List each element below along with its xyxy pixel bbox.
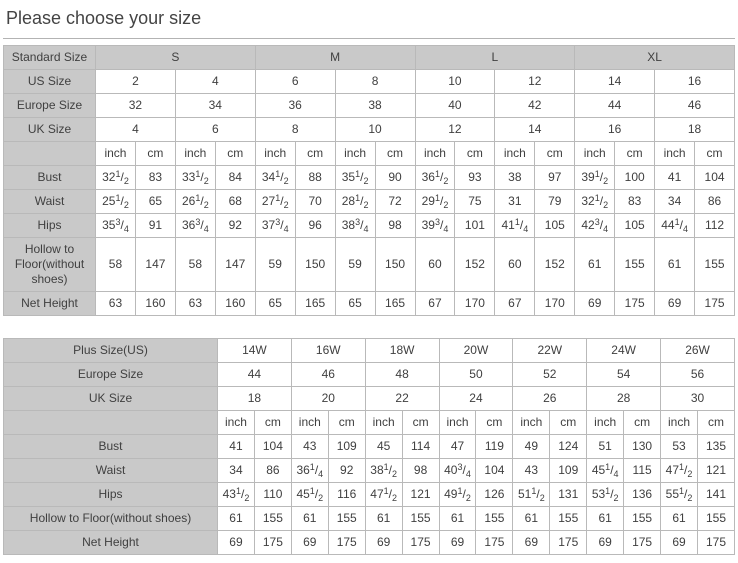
value-cell: 109 [550, 459, 587, 483]
value-cell: $40^3/_4$ [439, 459, 476, 483]
value-cell: 67 [495, 292, 535, 316]
value-cell: 175 [615, 292, 655, 316]
value-cell: 150 [295, 238, 335, 292]
unit-cell: inch [415, 142, 455, 166]
unit-cell: inch [513, 411, 550, 435]
value-cell: 59 [335, 238, 375, 292]
table-row [4, 387, 735, 411]
value-cell: 175 [550, 531, 587, 555]
value-cell: 69 [365, 531, 402, 555]
unit-cell: cm [328, 411, 365, 435]
value-cell: 104 [254, 435, 291, 459]
value-cell: $32^1/_2$ [575, 190, 615, 214]
value-cell: 42 [495, 94, 575, 118]
value-cell: 38 [335, 94, 415, 118]
value-cell: 175 [402, 531, 439, 555]
value-cell: 8 [335, 70, 415, 94]
value-cell: 175 [254, 531, 291, 555]
value-cell: 60 [415, 238, 455, 292]
value-cell: 115 [624, 459, 661, 483]
value-cell: 175 [695, 292, 735, 316]
value-cell: 150 [375, 238, 415, 292]
value-cell: 155 [476, 507, 513, 531]
unit-cell: inch [175, 142, 215, 166]
unit-cell: inch [587, 411, 624, 435]
value-cell: 91 [135, 214, 175, 238]
value-cell: 61 [655, 238, 695, 292]
value-cell: 86 [695, 190, 735, 214]
size-group-cell: L [415, 46, 575, 70]
unit-cell: cm [695, 142, 735, 166]
value-cell: 136 [624, 483, 661, 507]
unit-cell: cm [455, 142, 495, 166]
value-cell: 18W [365, 339, 439, 363]
value-cell: $55^1/_2$ [661, 483, 698, 507]
value-cell: 18 [655, 118, 735, 142]
value-cell: $33^1/_2$ [175, 166, 215, 190]
size-group-cell: M [255, 46, 415, 70]
value-cell: 45 [365, 435, 402, 459]
unit-cell: inch [96, 142, 136, 166]
value-cell: 22 [365, 387, 439, 411]
value-cell: 126 [476, 483, 513, 507]
value-cell: 105 [535, 214, 575, 238]
value-cell: 10 [415, 70, 495, 94]
value-cell: 165 [375, 292, 415, 316]
value-cell: $28^1/_2$ [335, 190, 375, 214]
unit-cell: cm [402, 411, 439, 435]
value-cell: 61 [439, 507, 476, 531]
unit-cell: inch [495, 142, 535, 166]
value-cell: 56 [661, 363, 735, 387]
unit-cell: inch [365, 411, 402, 435]
value-cell: 26 [513, 387, 587, 411]
value-cell: 104 [695, 166, 735, 190]
value-cell: 155 [624, 507, 661, 531]
value-cell: $39^3/_4$ [415, 214, 455, 238]
value-cell: $35^3/_4$ [96, 214, 136, 238]
value-cell: 14 [495, 118, 575, 142]
row-label-cell [4, 411, 218, 435]
value-cell: 47 [439, 435, 476, 459]
value-cell: 8 [255, 118, 335, 142]
value-cell: 6 [175, 118, 255, 142]
value-cell: $36^1/_2$ [415, 166, 455, 190]
value-cell: 110 [254, 483, 291, 507]
value-cell: 69 [655, 292, 695, 316]
value-cell: 170 [535, 292, 575, 316]
value-cell: 69 [439, 531, 476, 555]
value-cell: 175 [697, 531, 734, 555]
value-cell: $38^1/_2$ [365, 459, 402, 483]
unit-cell: cm [624, 411, 661, 435]
value-cell: 26W [661, 339, 735, 363]
value-cell: 52 [513, 363, 587, 387]
value-cell: 67 [415, 292, 455, 316]
value-cell: 50 [439, 363, 513, 387]
unit-cell: inch [439, 411, 476, 435]
value-cell: 114 [402, 435, 439, 459]
row-label-cell: Hollow to Floor(without shoes) [4, 507, 218, 531]
unit-cell: cm [550, 411, 587, 435]
unit-cell: inch [661, 411, 698, 435]
value-cell: 170 [455, 292, 495, 316]
value-cell: 41 [218, 435, 255, 459]
value-cell: 93 [455, 166, 495, 190]
value-cell: 65 [255, 292, 295, 316]
value-cell: $36^1/_4$ [291, 459, 328, 483]
table-row [4, 46, 735, 70]
value-cell: 46 [655, 94, 735, 118]
value-cell: 69 [587, 531, 624, 555]
value-cell: 61 [218, 507, 255, 531]
value-cell: 46 [291, 363, 365, 387]
row-label-cell: Hollow to Floor(without shoes) [4, 238, 96, 292]
value-cell: 175 [476, 531, 513, 555]
table-row [4, 238, 735, 292]
value-cell: 61 [575, 238, 615, 292]
unit-cell: cm [254, 411, 291, 435]
unit-cell: cm [615, 142, 655, 166]
table-row [4, 118, 735, 142]
value-cell: $38^3/_4$ [335, 214, 375, 238]
unit-cell: inch [291, 411, 328, 435]
value-cell: 147 [215, 238, 255, 292]
table-row [4, 363, 735, 387]
unit-cell: inch [575, 142, 615, 166]
value-cell: 155 [550, 507, 587, 531]
value-cell: 69 [218, 531, 255, 555]
value-cell: 155 [254, 507, 291, 531]
value-cell: 65 [135, 190, 175, 214]
page-title: Please choose your size [6, 8, 202, 28]
value-cell: 31 [495, 190, 535, 214]
row-label-cell: US Size [4, 70, 96, 94]
table-row [4, 483, 735, 507]
value-cell: 98 [402, 459, 439, 483]
value-cell: $45^1/_4$ [587, 459, 624, 483]
value-cell: 84 [215, 166, 255, 190]
value-cell: $49^1/_2$ [439, 483, 476, 507]
value-cell: 165 [295, 292, 335, 316]
value-cell: 61 [587, 507, 624, 531]
value-cell: 41 [655, 166, 695, 190]
value-cell: 96 [295, 214, 335, 238]
value-cell: 83 [615, 190, 655, 214]
table-row [4, 339, 735, 363]
table-row [4, 142, 735, 166]
value-cell: 24W [587, 339, 661, 363]
value-cell: 38 [495, 166, 535, 190]
unit-cell: cm [295, 142, 335, 166]
value-cell: 65 [335, 292, 375, 316]
value-cell: 105 [615, 214, 655, 238]
value-cell: 60 [495, 238, 535, 292]
table-row [4, 190, 735, 214]
value-cell: $26^1/_2$ [175, 190, 215, 214]
value-cell: 88 [295, 166, 335, 190]
value-cell: 54 [587, 363, 661, 387]
value-cell: 121 [697, 459, 734, 483]
value-cell: 155 [328, 507, 365, 531]
value-cell: $42^3/_4$ [575, 214, 615, 238]
value-cell: 101 [455, 214, 495, 238]
title-divider [3, 38, 735, 39]
value-cell: 14 [575, 70, 655, 94]
value-cell: 131 [550, 483, 587, 507]
unit-cell: inch [255, 142, 295, 166]
value-cell: 58 [175, 238, 215, 292]
value-cell: 34 [218, 459, 255, 483]
value-cell: 155 [402, 507, 439, 531]
value-cell: 90 [375, 166, 415, 190]
table-row [4, 459, 735, 483]
value-cell: 14W [218, 339, 292, 363]
value-cell: 69 [575, 292, 615, 316]
value-cell: 4 [96, 118, 176, 142]
value-cell: $44^1/_4$ [655, 214, 695, 238]
unit-cell: inch [655, 142, 695, 166]
value-cell: 79 [535, 190, 575, 214]
row-label-cell: Net Height [4, 292, 96, 316]
value-cell: 32 [96, 94, 176, 118]
value-cell: 160 [215, 292, 255, 316]
value-cell: 109 [328, 435, 365, 459]
value-cell: 44 [218, 363, 292, 387]
value-cell: 63 [175, 292, 215, 316]
unit-cell: cm [535, 142, 575, 166]
value-cell: $39^1/_2$ [575, 166, 615, 190]
value-cell: 10 [335, 118, 415, 142]
value-cell: 61 [661, 507, 698, 531]
value-cell: 12 [415, 118, 495, 142]
value-cell: $51^1/_2$ [513, 483, 550, 507]
value-cell: 53 [661, 435, 698, 459]
row-label-cell: Net Height [4, 531, 218, 555]
row-label-cell: Bust [4, 166, 96, 190]
value-cell: $47^1/_2$ [661, 459, 698, 483]
value-cell: 69 [513, 531, 550, 555]
value-cell: $32^1/_2$ [96, 166, 136, 190]
value-cell: 18 [218, 387, 292, 411]
value-cell: 43 [513, 459, 550, 483]
value-cell: 30 [661, 387, 735, 411]
value-cell: 83 [135, 166, 175, 190]
value-cell: 92 [328, 459, 365, 483]
value-cell: 16 [575, 118, 655, 142]
value-cell: 36 [255, 94, 335, 118]
value-cell: 155 [695, 238, 735, 292]
unit-cell: inch [218, 411, 255, 435]
value-cell: 68 [215, 190, 255, 214]
plus-size-table [3, 338, 735, 555]
value-cell: $35^1/_2$ [335, 166, 375, 190]
table-row [4, 166, 735, 190]
row-label-cell: Standard Size [4, 46, 96, 70]
value-cell: 104 [476, 459, 513, 483]
row-label-cell: Europe Size [4, 363, 218, 387]
value-cell: 97 [535, 166, 575, 190]
value-cell: 160 [135, 292, 175, 316]
value-cell: 69 [291, 531, 328, 555]
value-cell: 72 [375, 190, 415, 214]
value-cell: $41^1/_4$ [495, 214, 535, 238]
value-cell: 28 [587, 387, 661, 411]
standard-size-table [3, 45, 735, 316]
table-row [4, 292, 735, 316]
value-cell: 116 [328, 483, 365, 507]
value-cell: 147 [135, 238, 175, 292]
row-label-cell: Bust [4, 435, 218, 459]
value-cell: 135 [697, 435, 734, 459]
value-cell: $25^1/_2$ [96, 190, 136, 214]
value-cell: 12 [495, 70, 575, 94]
table-row [4, 435, 735, 459]
value-cell: 92 [215, 214, 255, 238]
row-label-cell: Waist [4, 459, 218, 483]
value-cell: 112 [695, 214, 735, 238]
value-cell: 155 [697, 507, 734, 531]
value-cell: 48 [365, 363, 439, 387]
value-cell: 43 [291, 435, 328, 459]
table-row [4, 70, 735, 94]
value-cell: $37^3/_4$ [255, 214, 295, 238]
value-cell: $29^1/_2$ [415, 190, 455, 214]
value-cell: 98 [375, 214, 415, 238]
value-cell: 58 [96, 238, 136, 292]
value-cell: $27^1/_2$ [255, 190, 295, 214]
value-cell: 63 [96, 292, 136, 316]
value-cell: 86 [254, 459, 291, 483]
value-cell: 152 [535, 238, 575, 292]
value-cell: 24 [439, 387, 513, 411]
value-cell: 155 [615, 238, 655, 292]
value-cell: 141 [697, 483, 734, 507]
value-cell: 59 [255, 238, 295, 292]
value-cell: 16 [655, 70, 735, 94]
value-cell: $45^1/_2$ [291, 483, 328, 507]
value-cell: 34 [655, 190, 695, 214]
value-cell: 119 [476, 435, 513, 459]
value-cell: $47^1/_2$ [365, 483, 402, 507]
value-cell: 69 [661, 531, 698, 555]
value-cell: 16W [291, 339, 365, 363]
row-label-cell: Plus Size(US) [4, 339, 218, 363]
unit-cell: cm [697, 411, 734, 435]
table-row [4, 507, 735, 531]
value-cell: 20 [291, 387, 365, 411]
value-cell: 175 [328, 531, 365, 555]
table-row [4, 531, 735, 555]
value-cell: $36^3/_4$ [175, 214, 215, 238]
row-label-cell [4, 142, 96, 166]
value-cell: 49 [513, 435, 550, 459]
value-cell: 75 [455, 190, 495, 214]
value-cell: 2 [96, 70, 176, 94]
value-cell: 130 [624, 435, 661, 459]
value-cell: 44 [575, 94, 655, 118]
row-label-cell: Europe Size [4, 94, 96, 118]
size-group-cell: XL [575, 46, 735, 70]
table-row [4, 214, 735, 238]
value-cell: 61 [513, 507, 550, 531]
value-cell: 100 [615, 166, 655, 190]
row-label-cell: Hips [4, 214, 96, 238]
value-cell: 61 [365, 507, 402, 531]
value-cell: 40 [415, 94, 495, 118]
unit-cell: cm [375, 142, 415, 166]
value-cell: 51 [587, 435, 624, 459]
value-cell: $34^1/_2$ [255, 166, 295, 190]
value-cell: $53^1/_2$ [587, 483, 624, 507]
value-cell: 124 [550, 435, 587, 459]
value-cell: 61 [291, 507, 328, 531]
value-cell: 121 [402, 483, 439, 507]
value-cell: 34 [175, 94, 255, 118]
unit-cell: inch [335, 142, 375, 166]
value-cell: 22W [513, 339, 587, 363]
table-row [4, 411, 735, 435]
size-group-cell: S [96, 46, 256, 70]
value-cell: 4 [175, 70, 255, 94]
unit-cell: cm [476, 411, 513, 435]
table-row [4, 94, 735, 118]
value-cell: 20W [439, 339, 513, 363]
row-label-cell: Waist [4, 190, 96, 214]
value-cell: 175 [624, 531, 661, 555]
value-cell: $43^1/_2$ [218, 483, 255, 507]
value-cell: 6 [255, 70, 335, 94]
unit-cell: cm [215, 142, 255, 166]
row-label-cell: UK Size [4, 387, 218, 411]
unit-cell: cm [135, 142, 175, 166]
row-label-cell: UK Size [4, 118, 96, 142]
row-label-cell: Hips [4, 483, 218, 507]
value-cell: 152 [455, 238, 495, 292]
value-cell: 70 [295, 190, 335, 214]
